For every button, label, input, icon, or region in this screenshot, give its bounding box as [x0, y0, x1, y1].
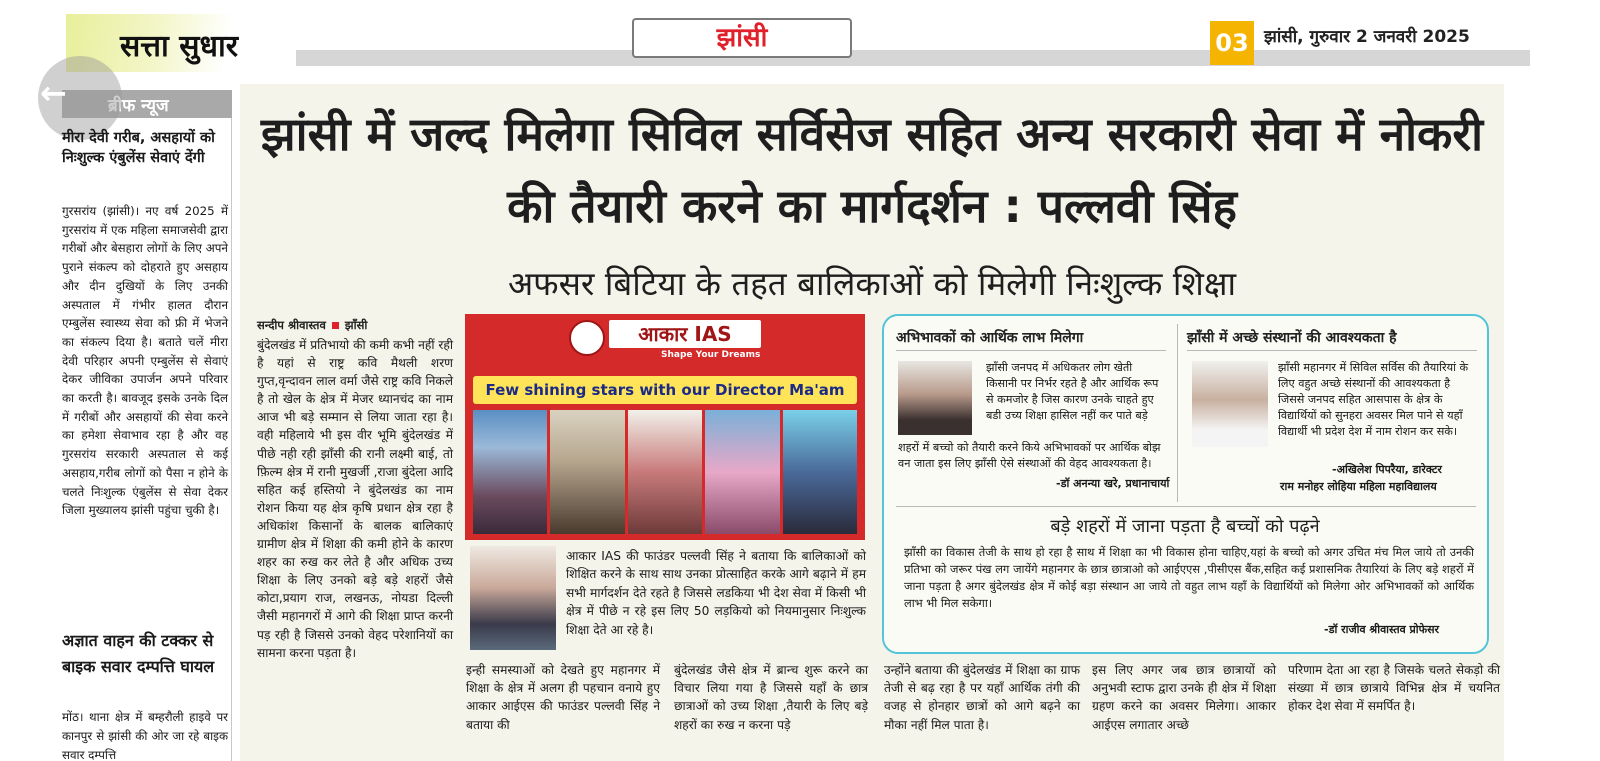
opinion-left-signature: -डॉ अनन्या खरे, प्रधानाचार्या	[1056, 477, 1170, 490]
header-bar	[296, 50, 1534, 66]
divider	[1187, 350, 1477, 351]
founder-caption: आकार IAS की फाउंडर पल्लवी सिंह ने बताया कि बालिकाओं को शिक्षित करने के साथ साथ उनका प्रोत्साहित करके आगे बढ़ाने में हम सभी मार्गदर्शन देते रहते है जिससे लडकिया भी देश सेवा में किसी भी क्षेत्र में पीछे न रहे इस लिए 50 लड़कियो को नियमानुसार निःशुल्क शिक्षा देते आ रहे है।	[566, 549, 866, 637]
page-margin	[1530, 0, 1600, 761]
arrow-left-icon: ←	[40, 74, 67, 112]
article-bottom-col-2: बुंदेलखंड जैसे क्षेत्र में ब्रान्च शुरू करने का विचार लिया गया है जिससे यहाँ के छात्र छात्राओं को उच्य शिक्षा ,तैयारी के लिए बड़े शहरों का रुख न करना पड़े	[674, 663, 868, 732]
brief-story1-heading: मीरा देवी गरीब, असहायों को निःशुल्क एंबुलेंस सेवाएं देंगी	[62, 130, 215, 166]
ad-image	[465, 314, 865, 540]
ad-photo	[473, 410, 547, 534]
principal-photo	[898, 361, 972, 435]
ad-logo-emblem	[569, 320, 605, 356]
byline-place: झाँसी	[344, 318, 368, 332]
article-headline: झांसी में जल्द मिलेगा सिविल सर्विसेज सहित अन्य सरकारी सेवा में नोकरी की तैयारी करने का मार्गदर्शन : पल्लवी सिंह	[260, 107, 1484, 233]
opinion-left-heading: अभिभावकों को आर्थिक लाभ मिलेगा	[896, 330, 1084, 346]
brief-story1-body: गुरसरांय (झांसी)। नए वर्ष 2025 में गुरसरांय में एक महिला समाजसेवी द्वारा गरीबों और बेसहारा लोगों के लिए अपने पुराने संकल्प को दोहराते हुए असहाय और दीन दुखियों के लिए उनकी अस्पताल में गंभीर हालत दौरान एम्बुलेंस स्वास्थ्य सेवा को फ्री में भेजने का संकल्प दिया है। बताते चलें मीरा देवी परिहार अपनी एम्बुलेंस से सेवाएं देकर जीविका उपार्जन अपने परिवार का करती है। बावजूद इसके उनके दिल में गरीबों और असहायों की सेवा करने का हमेशा सेवाभाव रहा है और वह गुरसरांय सरकारी अस्पताल से कई असहाय,गरीब लोगों को पैसा न होने के चलते निःशुल्क एंबुलेंस से सेवा देकर जिला मुख्यालय झांसी पहुंचा चुकी है।	[62, 204, 228, 518]
ad-tagline: Shape Your Dreams	[661, 350, 761, 360]
article-bottom-col-1: इन्ही समस्याओं को देखते हुए महानगर में शिक्षा के क्षेत्र में अलग ही पहचान वनाये हुए आकार आईएस की फाउंडर पल्लवी सिंह ने बताया की	[466, 663, 660, 732]
divider	[896, 506, 1476, 507]
ad-photo	[628, 410, 702, 534]
opinion-left-body-cont: शहरों में बच्चो को तैयारी करने किये अभिभावकों पर आर्थिक बोझ वन जाता इस लिए झाँसी ऐसे संस्थाओं की वेहद आवश्यकता है।	[898, 441, 1161, 471]
ad-photo	[705, 410, 779, 534]
byline	[257, 318, 367, 333]
divider	[1177, 324, 1178, 502]
ad-banner: Few shining stars with our Director Ma'am	[473, 376, 857, 404]
ad-photo	[550, 410, 624, 534]
dateline: झांसी, गुरुवार 2 जनवरी 2025	[1264, 27, 1470, 47]
opinion-left-body: झाँसी जनपद में अधिकतर लोग खेती किसानी पर निर्भर रहते है और आर्थिक रूप से कमजोर है जिस कारण उनके चाहते हुए बडी उच्य शिक्षा हासिल नहीं कर पाते बड़े	[986, 361, 1159, 423]
ad-photo-strip	[473, 410, 857, 534]
opinion-right-signature-org: राम मनोहर लोहिया महिला महाविद्यालय	[1280, 480, 1437, 493]
masthead	[66, 14, 1534, 72]
brief-news-column	[40, 74, 232, 761]
article-right-bottom-columns	[884, 661, 1504, 734]
article-bottom-col-4: इस लिए अगर जब छात्र छात्रायों को अनुभवी स्टाफ द्वारा उनके ही क्षेत्र में शिक्षा ग्रहण करने का अवसर मिलेगा। आकार आईएस लगातार अच्छे	[1092, 663, 1276, 732]
brand-name: सत्ता सुधार	[120, 29, 238, 64]
article-bottom-col-5: परिणाम देता आ रहा है जिसके चलते सेकड़ो की संख्या में छात्र छात्राये विभिन्न क्षेत्र में चयनित होकर देश सेवा में समर्पित है।	[1288, 663, 1500, 714]
opinion-right-signature: -अखिलेश पिपरैया, डारेक्टर	[1332, 463, 1442, 476]
article-subheadline: अफसर बिटिया के तहत बालिकाओं को मिलेगी निःशुल्क शिक्षा	[507, 264, 1237, 303]
opinion-box	[882, 314, 1489, 654]
director-photo	[1192, 361, 1268, 447]
opinion-right-body: झाँसी महानगर में सिविल सर्विस की तैयारियां के लिए वहुत अच्छे संस्थानों की आवश्यकता है जिससे जनपद सहित आसपास के क्षेत्र के विद्यार्थियों को सुनहरा अवसर मिल पाने से यहाँ विद्यार्थी भी प्रदेश देश में नाम रोशन कर सके।	[1278, 361, 1469, 439]
opinion-bottom-body: झाँसी का विकास तेजी के साथ हो रहा है साथ में शिक्षा का भी विकास होना चाहिए,यहां के बच्चो को अगर उचित मंच मिल जाये तो उनकी प्रतिभा को जरूर पंख लग जायेंगे महानगर के छात्र छात्राओ को आईएएस ,पीसीएस बैंक,सहित कई प्रशासनिक तैयारियां के लिए बड़े शहरों में जाना पड़ता है अगर बुंदेलखंड क्षेत्र में कोई बड़ा संस्थान आ जाये तो वहुत लाभ यहाँ के विद्यार्थियों को मिलेगा ओर अभिभावकों को आर्थिक लाभ भी मिल सकेगा।	[904, 545, 1474, 610]
ad-logo: आकार IAS	[609, 320, 761, 348]
divider	[896, 350, 1166, 351]
byline-square-icon	[332, 322, 339, 329]
brief-story2-body: मोंठ। थाना क्षेत्र में बम्हरौली हाइवे पर कानपुर से झांसी की ओर जा रहे बाइक सवार दम्पत्ति	[62, 710, 228, 761]
founder-portrait	[470, 546, 556, 650]
opinion-bottom-signature: -डॉ राजीव श्रीवास्तव प्रोफेसर	[1324, 623, 1440, 636]
article-bottom-columns	[466, 661, 868, 734]
brief-news-label: ब्रीफ न्यूज	[108, 96, 169, 116]
byline-name: सन्दीप श्रीवास्तव	[257, 318, 326, 332]
brief-story2-heading: अज्ञात वाहन की टक्कर से बाइक सवार दम्पत्ति घायल	[62, 631, 215, 676]
opinion-bottom-heading: बड़े शहरों में जाना पड़ता है बच्चों को पढ़ने	[1050, 516, 1320, 537]
page-number: 03	[1210, 21, 1254, 65]
article-column-1: बुंदेलखंड में प्रतिभायो की कमी कभी नहीं रही है यहां से राष्ट्र कवि मैथली शरण गुप्त,वृन्दावन लाल वर्मा जैसे राष्ट्र कवि निकले है तो खेल के क्षेत्र में मेजर ध्यानचंद का नाम आज भी बड़े सम्मान से लिया जाता रहा है। वही महिलाये भी इस वीर भूमि बुंदेलखंड में पीछे नही रही झाँसी की रानी लक्ष्मी बाई, तो फ़िल्म क्षेत्र में रानी मुखर्जी ,राजा बुंदेला आदि सहित कई हस्तियो ने बुंदेलखंड का नाम रोशन किया यह क्षेत्र कृषि प्रधान क्षेत्र रहा है अधिकांश किसानों के बालक बालिकाएं ग्रामीण क्षेत्र में शिक्षा की कमी होने के कारण शहर का रुख कर लेते है और अधिक उच्य शिक्षा के लिए उनको बड़े बड़े शहरों जैसे कोटा,प्रयाग राज, लखनऊ, नोयडा दिल्ली जैसी महानगरों में आगे की शिक्षा प्राप्त करनी पड़ रही है जिससे उनको वेहद परेशानियों का सामना करना पड़ता है।	[257, 338, 453, 660]
city-label: झांसी	[632, 18, 852, 58]
opinion-right-heading: झाँसी में अच्छे संस्थानों की आवश्यकता है	[1187, 330, 1397, 346]
article-bottom-col-3: उन्होंने बताया की बुंदेलखंड में शिक्षा का ग्राफ तेजी से बढ़ रहा है पर यहाँ आर्थिक तंगी की वजह से होनहार छात्रों को आगे बढ़ने का मौका नहीं मिल पाता है।	[884, 663, 1080, 732]
ad-photo	[783, 410, 857, 534]
